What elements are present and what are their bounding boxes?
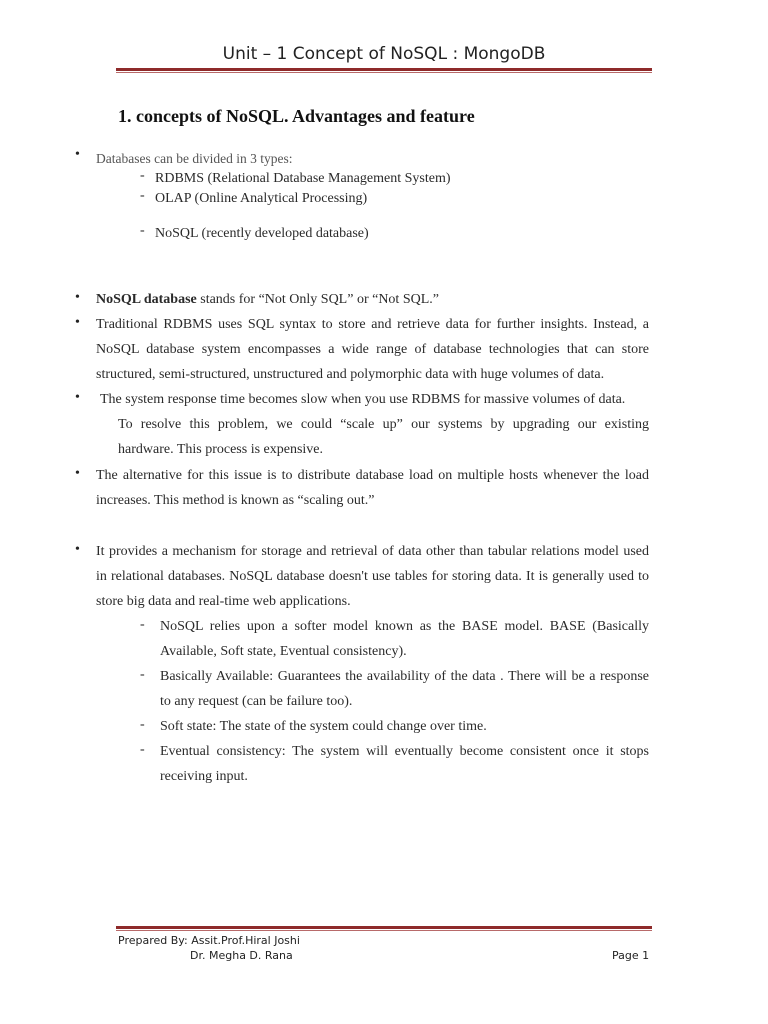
db-type-item: RDBMS (Relational Database Management System) (155, 171, 451, 186)
footer-rule (116, 926, 652, 931)
paragraph-line: NoSQL relies upon a softer model known as the BASE model. BASE (Basically (160, 619, 649, 634)
scale-up-paragraph (118, 412, 649, 462)
base-item (160, 714, 649, 739)
paragraph-line: to any request (can be failure too). (160, 694, 353, 709)
paragraph-line: The alternative for this issue is to distribute database load on multiple hosts whenever the load (96, 468, 649, 483)
dash-icon: - (140, 168, 145, 183)
db-type-item: NoSQL (recently developed database) (155, 226, 369, 241)
dash-icon: - (140, 742, 145, 757)
bullet-icon: • (75, 542, 80, 557)
intro-text: Databases can be divided in 3 types: (96, 151, 293, 166)
base-item (160, 664, 649, 714)
paragraph-line: hardware. This process is expensive. (118, 442, 324, 457)
nosql-definition-text: stands for “Not Only SQL” or “Not SQL.” (196, 292, 439, 307)
paragraph-line: It provides a mechanism for storage and retrieval of data other than tabular relations model used (96, 544, 649, 559)
paragraph-line: in relational databases. NoSQL database doesn't use tables for storing data. It is generally used to (96, 569, 649, 584)
dash-icon: - (140, 717, 145, 732)
paragraph-line: To resolve this problem, we could “scale up” our systems by upgrading our existing (118, 417, 649, 432)
paragraph-line: increases. This method is known as “scaling out.” (96, 493, 375, 508)
bullet-icon: • (75, 466, 80, 481)
nosql-term: NoSQL database (96, 292, 197, 307)
nosql-definition (96, 287, 439, 312)
bullet-icon: • (75, 290, 80, 305)
paragraph-line: Available, Soft state, Eventual consistency). (160, 644, 407, 659)
prepared-by: Prepared By: Assit.Prof.Hiral Joshi (118, 934, 300, 947)
section-heading: 1. concepts of NoSQL. Advantages and feature (118, 106, 475, 126)
bullet-icon: • (75, 390, 80, 405)
dash-icon: - (140, 188, 145, 203)
traditional-rdbms-paragraph (96, 312, 649, 387)
paragraph-line: structured, semi-structured, unstructured and polymorphic data with huge volumes of data. (96, 367, 605, 382)
mechanism-paragraph (96, 539, 649, 614)
base-item (160, 614, 649, 664)
page-number: Page 1 (612, 949, 650, 962)
scaling-out-paragraph (96, 463, 649, 513)
page-header-title: Unit – 1 Concept of NoSQL : MongoDB (222, 44, 546, 64)
dash-icon: - (140, 667, 145, 682)
coauthor: Dr. Megha D. Rana (190, 949, 293, 962)
paragraph-line: receiving input. (160, 769, 248, 784)
response-time-text: The system response time becomes slow when you use RDBMS for massive volumes of data. (100, 392, 626, 407)
base-item (160, 739, 649, 789)
header-rule (116, 68, 652, 73)
bullet-icon: • (75, 315, 80, 330)
bullet-icon: • (75, 147, 80, 162)
paragraph-line: store big data and real-time web applications. (96, 594, 351, 609)
dash-icon: - (140, 223, 145, 238)
paragraph-line: Basically Available: Guarantees the availability of the data . There will be a response (160, 669, 649, 684)
paragraph-line: Soft state: The state of the system could change over time. (160, 719, 487, 734)
dash-icon: - (140, 617, 145, 632)
paragraph-line: Traditional RDBMS uses SQL syntax to store and retrieve data for further insights. Instead, a (96, 317, 649, 332)
paragraph-line: NoSQL database system encompasses a wide range of database technologies that can store (96, 342, 649, 357)
paragraph-line: Eventual consistency: The system will eventually become consistent once it stops (160, 744, 649, 759)
db-type-item: OLAP (Online Analytical Processing) (155, 191, 368, 206)
